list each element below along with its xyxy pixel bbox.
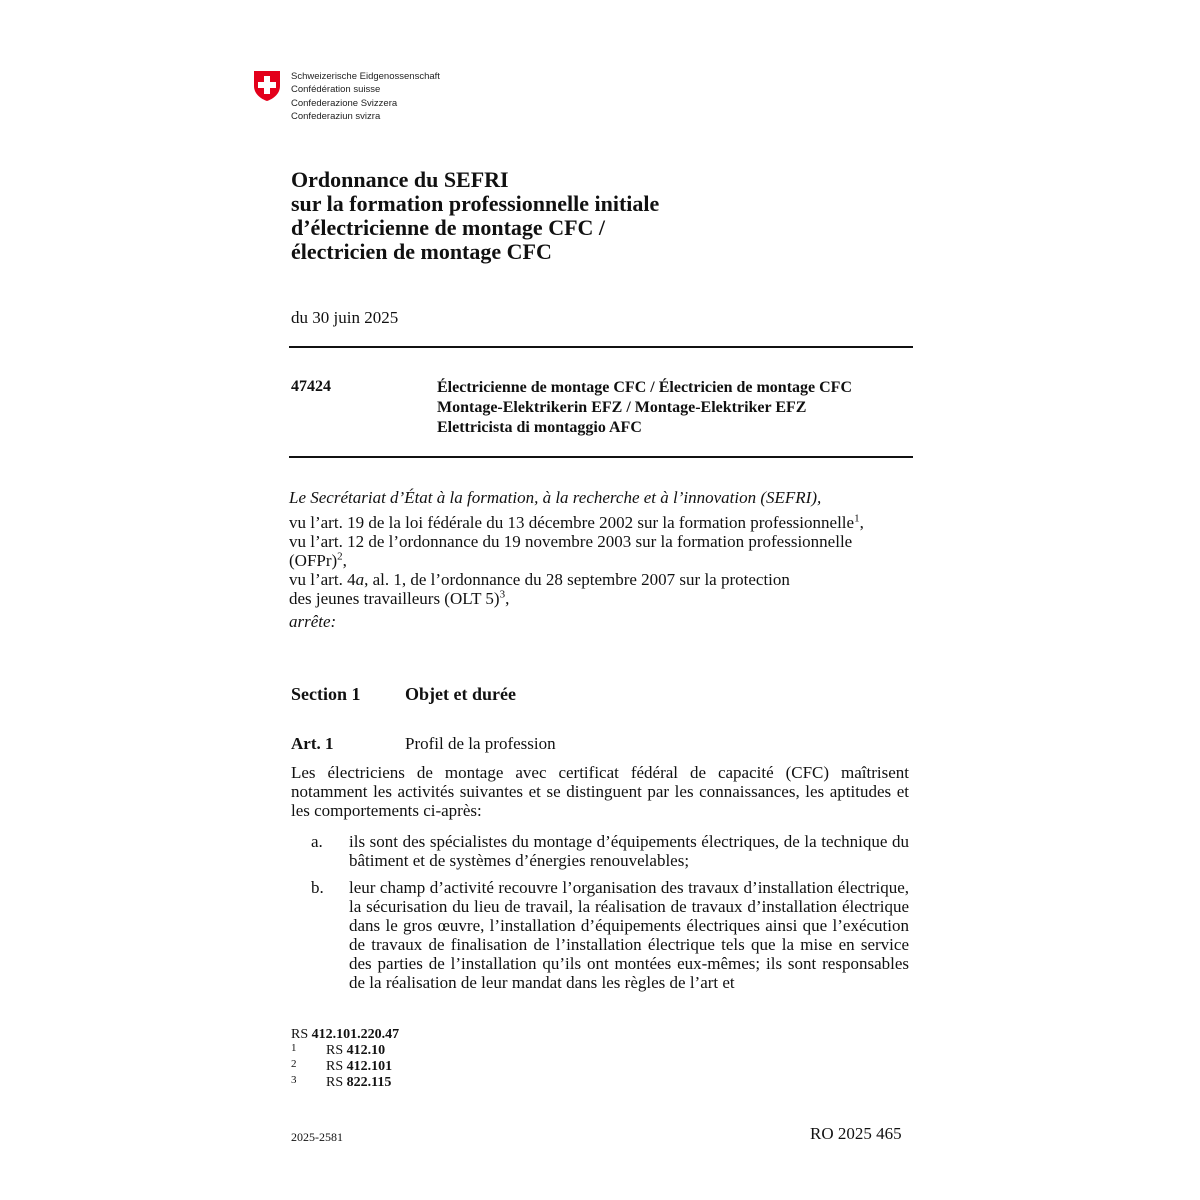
list-item bbox=[311, 878, 909, 992]
confederation-names bbox=[291, 70, 440, 123]
preamble-line: vu l’art. 4a, al. 1, de l’ordonnance du 28 septembre 2007 sur la protection bbox=[289, 570, 790, 589]
article-label: Art. 1 bbox=[291, 734, 334, 753]
title-line: sur la formation professionnelle initiale bbox=[291, 191, 660, 216]
profession-name-de: Montage-Elektrikerin EFZ / Montage-Elektriker EFZ bbox=[437, 399, 807, 416]
profession-name-fr: Électricienne de montage CFC / Électricien de montage CFC bbox=[437, 379, 853, 396]
article-list bbox=[311, 832, 909, 992]
preamble-line: vu l’art. 12 de l’ordonnance du 19 novembre 2003 sur la formation professionnelle bbox=[289, 532, 853, 551]
list-text: leur champ d’activité recouvre l’organisation des travaux d’installation électrique, la sécurisation du lieu de travail, la réalisation de travaux d’installation électrique dans le gros œuvre, l’installation d’équipements électriques ainsi que l’exécution de travaux de finalisation de l’installation électrique tels que la mise en service des parties de l’installation qu’ils ont montées eux-mêmes; ils sont responsables de la réalisation de leur mandat dans les règles de l’art et bbox=[349, 878, 909, 992]
footnote: 1 RS 412.10 bbox=[291, 1042, 386, 1058]
article-title: Profil de la profession bbox=[405, 734, 556, 753]
section-heading bbox=[291, 684, 516, 705]
footnote-ref[interactable]: 3 bbox=[499, 588, 506, 601]
preamble-verdict: arrête: bbox=[289, 612, 337, 631]
preamble-authority: Le Secrétariat d’État à la formation, à la recherche et à l’innovation (SEFRI), bbox=[289, 488, 822, 507]
list-text: ils sont des spécialistes du montage d’équipements électriques, de la technique du bâtiment et de systèmes d’énergies renouvelables; bbox=[349, 832, 909, 870]
preamble-line: vu l’art. 19 de la loi fédérale du 13 décembre 2002 sur la formation professionnelle$^1$, bbox=[289, 512, 864, 532]
footnote: 3 RS 822.115 bbox=[291, 1074, 392, 1090]
document-code: 2025-2581 bbox=[291, 1130, 343, 1144]
list-marker: a. bbox=[311, 832, 323, 851]
article-heading bbox=[291, 734, 556, 754]
confederation-name-it: Confederazione Svizzera bbox=[291, 97, 398, 109]
ordinance-date: du 30 juin 2025 bbox=[291, 308, 399, 327]
bottom-divider bbox=[289, 456, 913, 458]
confederation-name-de: Schweizerische Eidgenossenschaft bbox=[291, 71, 440, 82]
section-title: Objet et durée bbox=[405, 684, 516, 704]
footnote: 2 RS 412.101 bbox=[291, 1058, 393, 1074]
footnote-ref[interactable]: 1 bbox=[854, 512, 860, 525]
list-item bbox=[311, 832, 909, 870]
confederation-name-fr: Confédération suisse bbox=[291, 84, 381, 96]
profession-number: 47424 bbox=[291, 378, 331, 395]
confederation-name-rm: Confederaziun svizra bbox=[291, 110, 381, 122]
title-line: électricien de montage CFC bbox=[291, 239, 552, 264]
preamble-line: des jeunes travailleurs (OLT 5)$^3$, bbox=[289, 588, 510, 608]
footnotes bbox=[291, 1027, 399, 1091]
preamble bbox=[289, 488, 919, 631]
list-marker: b. bbox=[311, 878, 324, 897]
title-line: d’électricienne de montage CFC / bbox=[291, 215, 606, 240]
preamble-line: (OFPr)$^2$, bbox=[289, 550, 347, 570]
profession-names bbox=[437, 378, 852, 438]
footnote-ref[interactable]: 2 bbox=[337, 550, 343, 563]
article-intro: Les électriciens de montage avec certificat fédéral de capacité (CFC) maîtrisent notamment les activités suivantes et se distinguent par les connaissances, les aptitudes et les comportements ci-après: bbox=[291, 763, 909, 820]
cross-horizontal bbox=[258, 82, 276, 88]
official-compilation-ref: RO 2025 465 bbox=[810, 1124, 902, 1143]
profession-name-it: Elettricista di montaggio AFC bbox=[437, 419, 642, 436]
section-label: Section 1 bbox=[291, 684, 361, 704]
swiss-coat-of-arms-logo bbox=[253, 70, 281, 102]
top-divider bbox=[289, 346, 913, 348]
title-line: Ordonnance du SEFRI bbox=[291, 167, 509, 192]
ordinance-title bbox=[291, 168, 659, 264]
rs-reference: RS 412.101.220.47 bbox=[291, 1027, 400, 1042]
